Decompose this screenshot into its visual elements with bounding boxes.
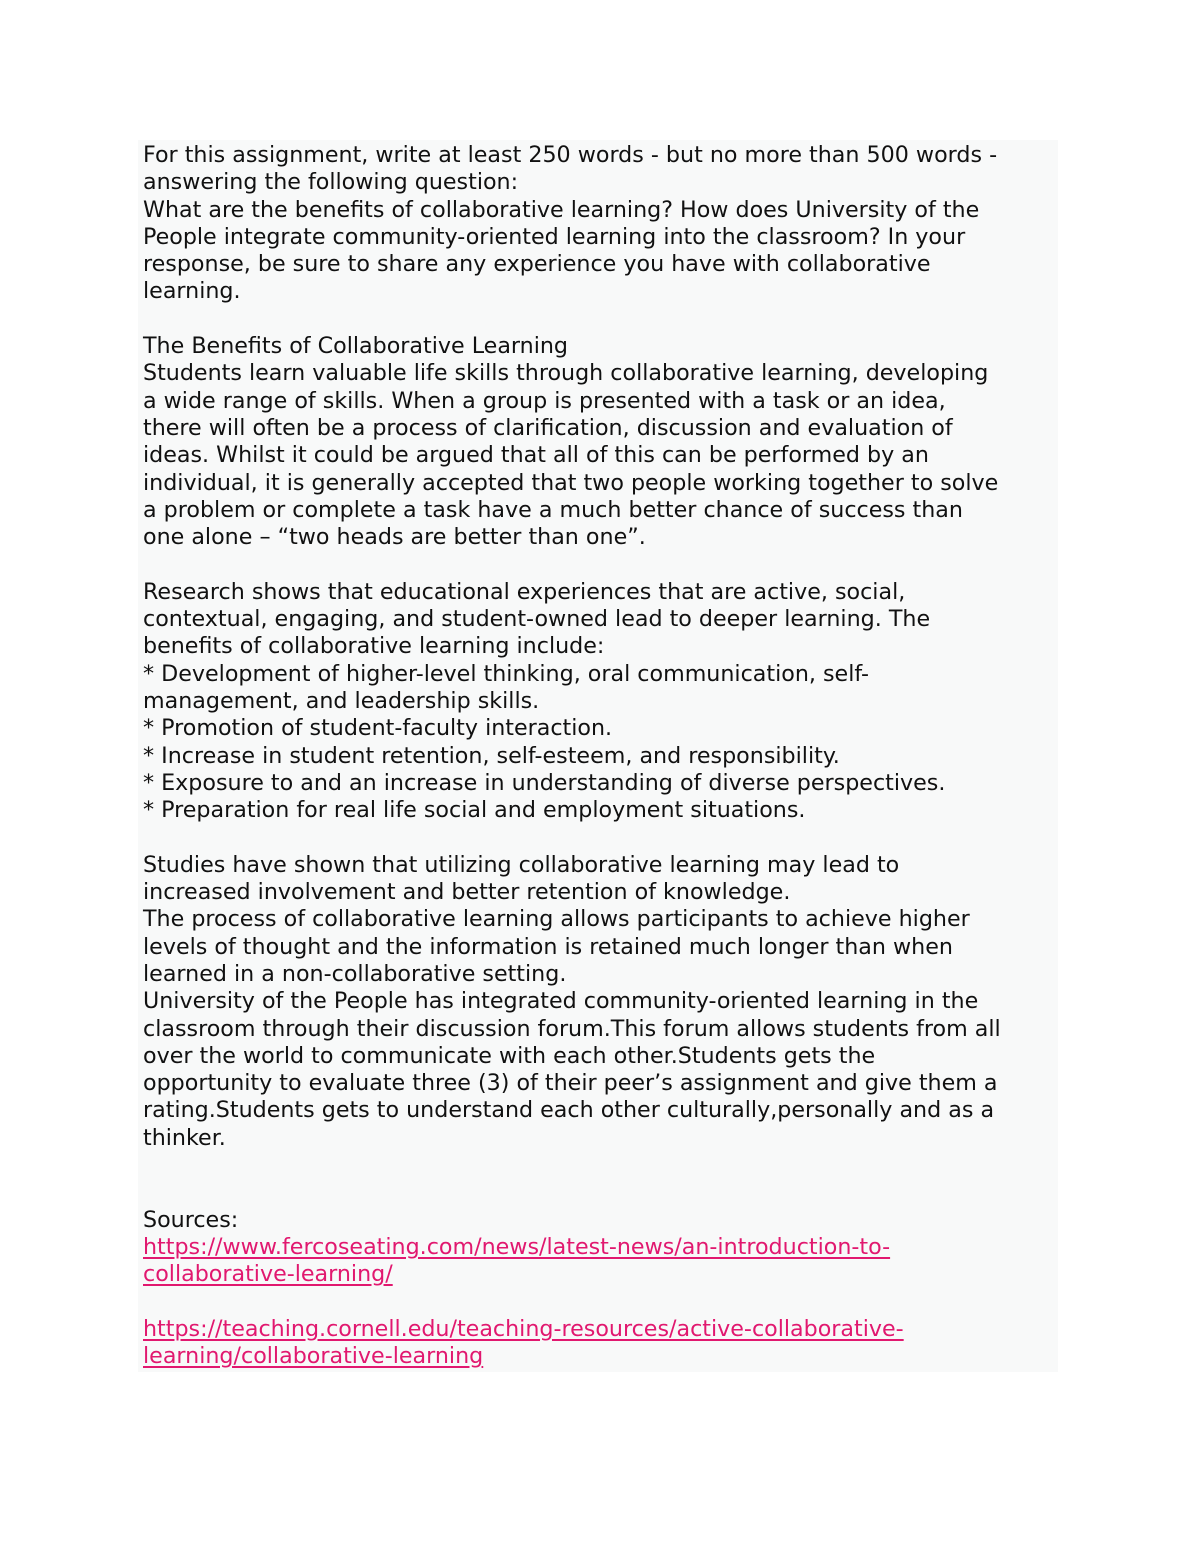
source-link[interactable]: https://teaching.cornell.edu/teaching-resources/active-collaborative- [143, 1315, 904, 1342]
paragraph-line: ideas. Whilst it could be argued that all of this can be performed by an [143, 442, 929, 469]
prompt-line: answering the following question: [143, 169, 519, 196]
paragraph-line: Research shows that educational experiences that are active, social, [143, 578, 906, 605]
blank-line [143, 551, 1058, 578]
paragraph-line: over the world to communicate with each other.Students gets the [143, 1042, 876, 1069]
paragraph-line: levels of thought and the information is retained much longer than when [143, 933, 953, 960]
paragraph-line: rating.Students gets to understand each other culturally,personally and as a [143, 1097, 995, 1124]
paragraph-line: a problem or complete a task have a much better chance of success than [143, 496, 963, 523]
paragraph-line: a wide range of skills. When a group is presented with a task or an idea, [143, 387, 946, 414]
blank-line [143, 1152, 1058, 1179]
prompt-line: For this assignment, write at least 250 words - but no more than 500 words - [143, 142, 998, 168]
paragraph-line: benefits of collaborative learning include: [143, 633, 605, 660]
blank-line [143, 306, 1058, 333]
paragraph-line: contextual, engaging, and student-owned lead to deeper learning. The [143, 606, 931, 633]
source-link[interactable]: collaborative-learning/ [143, 1261, 393, 1288]
section-heading: The Benefits of Collaborative Learning [143, 333, 569, 360]
prompt-line: What are the benefits of collaborative learning? How does University of the [143, 196, 980, 223]
document-text [143, 142, 1058, 1370]
blank-line [143, 824, 1058, 851]
bullet-line: * Development of higher-level thinking, oral communication, self- [143, 660, 869, 687]
blank-line [143, 1179, 1058, 1206]
paragraph-line: individual, it is generally accepted that two people working together to solve [143, 469, 999, 496]
paragraph-line: increased involvement and better retention of knowledge. [143, 879, 791, 906]
bullet-line: * Preparation for real life social and employment situations. [143, 797, 806, 824]
source-link[interactable]: learning/collaborative-learning [143, 1343, 484, 1370]
source-link[interactable]: https://www.fercoseating.com/news/latest-news/an-introduction-to- [143, 1233, 891, 1260]
prompt-line: People integrate community-oriented learning into the classroom? In your [143, 223, 966, 250]
paragraph-line: thinker. [143, 1124, 226, 1151]
paragraph-line: Students learn valuable life skills through collaborative learning, developing [143, 360, 989, 387]
blank-line [143, 1288, 1058, 1315]
bullet-line: management, and leadership skills. [143, 687, 540, 714]
paragraph-line: classroom through their discussion forum.This forum allows students from all [143, 1015, 1001, 1042]
paragraph-line: learned in a non-collaborative setting. [143, 960, 567, 987]
paragraph-line: Studies have shown that utilizing collaborative learning may lead to [143, 851, 900, 878]
prompt-line: learning. [143, 278, 241, 305]
sources-label: Sources: [143, 1206, 239, 1233]
bullet-line: * Increase in student retention, self-esteem, and responsibility. [143, 742, 840, 769]
paragraph-line: there will often be a process of clarification, discussion and evaluation of [143, 414, 953, 441]
paragraph-line: one alone – “two heads are better than one”. [143, 524, 646, 551]
bullet-line: * Promotion of student-faculty interaction. [143, 715, 613, 742]
paragraph-line: University of the People has integrated community-oriented learning in the [143, 988, 979, 1015]
prompt-line: response, be sure to share any experience you have with collaborative [143, 251, 931, 278]
paragraph-line: The process of collaborative learning allows participants to achieve higher [143, 906, 970, 933]
bullet-line: * Exposure to and an increase in understanding of diverse perspectives. [143, 769, 946, 796]
paragraph-line: opportunity to evaluate three (3) of their peer’s assignment and give them a [143, 1070, 998, 1097]
